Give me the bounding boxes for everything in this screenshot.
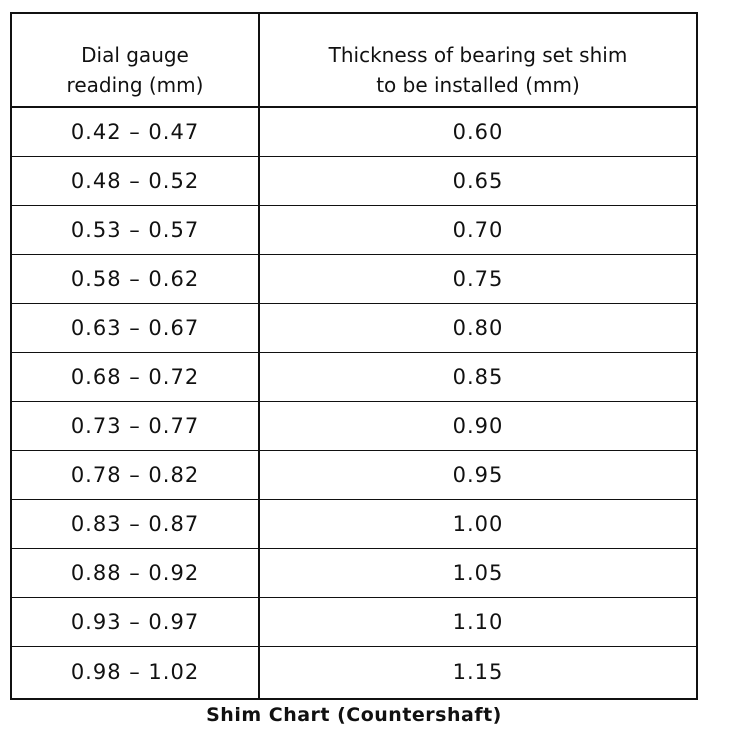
- dial-gauge-reading-cell: 0.88 – 0.92: [70, 561, 200, 585]
- table-row: [12, 647, 696, 696]
- header-reading-line-2: reading (mm): [66, 73, 204, 97]
- header-shim-line-2: to be installed (mm): [376, 73, 580, 97]
- shim-thickness-cell: 0.75: [452, 267, 504, 291]
- table-row: [12, 353, 696, 402]
- dial-gauge-reading-cell: 0.48 – 0.52: [70, 169, 200, 193]
- table-row: [12, 304, 696, 353]
- shim-chart-table: [10, 12, 698, 700]
- shim-thickness-cell: 1.05: [452, 561, 504, 585]
- shim-thickness-cell: 1.00: [452, 512, 504, 536]
- table-row: [12, 598, 696, 647]
- header-dial-gauge-reading: [12, 40, 258, 100]
- dial-gauge-reading-cell: 0.93 – 0.97: [70, 610, 200, 634]
- dial-gauge-reading-cell: 0.98 – 1.02: [70, 659, 200, 684]
- table-row: [12, 500, 696, 549]
- dial-gauge-reading-cell: 0.42 – 0.47: [70, 120, 200, 144]
- shim-thickness-cell: 0.95: [452, 463, 504, 487]
- shim-thickness-cell: 0.60: [452, 120, 504, 144]
- dial-gauge-reading-cell: 0.63 – 0.67: [70, 316, 200, 340]
- dial-gauge-reading-cell: 0.53 – 0.57: [70, 218, 200, 242]
- table-caption: Shim Chart (Countershaft): [206, 704, 502, 726]
- shim-thickness-cell: 0.80: [452, 316, 504, 340]
- dial-gauge-reading-cell: 0.73 – 0.77: [70, 414, 200, 438]
- shim-thickness-cell: 0.65: [452, 169, 504, 193]
- shim-thickness-cell: 1.10: [452, 610, 504, 634]
- shim-thickness-cell: 0.85: [452, 365, 504, 389]
- table-row: [12, 255, 696, 304]
- table-row: [12, 108, 696, 157]
- shim-thickness-cell: 0.70: [452, 218, 504, 242]
- table-row: [12, 206, 696, 255]
- shim-thickness-cell: 0.90: [452, 414, 504, 438]
- table-row: [12, 549, 696, 598]
- header-shim-line-1: Thickness of bearing set shim: [328, 43, 628, 67]
- dial-gauge-reading-cell: 0.68 – 0.72: [70, 365, 200, 389]
- dial-gauge-reading-cell: 0.58 – 0.62: [70, 267, 200, 291]
- header-reading-line-1: Dial gauge: [81, 43, 189, 67]
- header-shim-thickness: [260, 40, 696, 100]
- table-row: [12, 451, 696, 500]
- table-row: [12, 157, 696, 206]
- table-header-row: [12, 14, 696, 108]
- dial-gauge-reading-cell: 0.78 – 0.82: [70, 463, 200, 487]
- table-row: [12, 402, 696, 451]
- shim-thickness-cell: 1.15: [452, 659, 504, 684]
- dial-gauge-reading-cell: 0.83 – 0.87: [70, 512, 200, 536]
